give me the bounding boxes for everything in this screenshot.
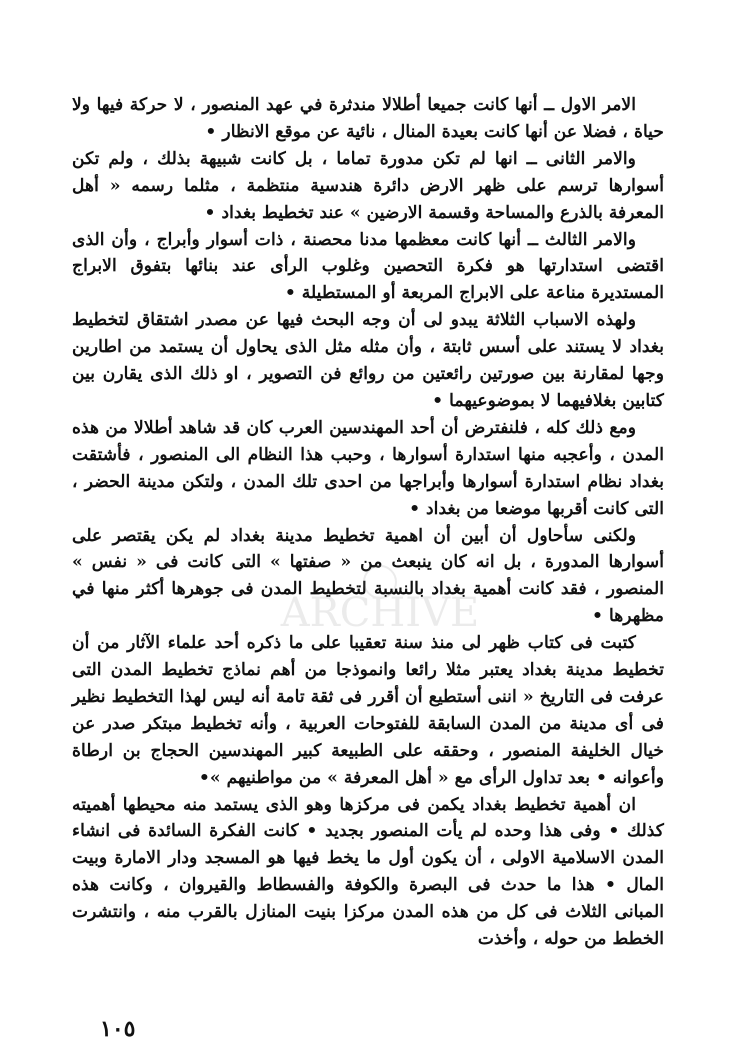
paragraph-7: كتبت فى كتاب ظهر لى منذ سنة تعقيبا على ما ذكره أحد علماء الآثار من أن تخطيط مدينة بغداد يعتبر مثلا رائعا وانموذجا من أهم نماذج تخطيط المدن التى عرفت فى التاريخ « اننى أستطيع أن أقرر فى ثقة تامة أنه ليس لهذا التخطيط نظير فى أى مدينة من المدن السابقة للفتوحات العربية ، وأنه تخطيط مبتكر صدر عن خيال الخليفة المنصور ، وحققه على الطبيعة كبير المهندسين الحجاج بن ارطاة وأعوانه • بعد تداول الرأى مع « أهل المعرفة » من مواطنيهم »• [72,633,664,788]
paragraph-8: ان أهمية تخطيط بغداد يكمن فى مركزها وهو الذى يستمد منه محيطها أهميته كذلك • وفى هذا وحده لم يأت المنصور بجديد • كانت الفكرة السائدة فى انشاء المدن الاسلامية الاولى ، أن يكون أول ما يخط فيها هو المسجد ودار الامارة وبيت المال • هذا ما حدث فى البصرة والكوفة والفسطاط والقيروان ، وكانت هذه المبانى الثلاث فى كل من هذه المدن مركزا بنيت المنازل بالقرب منه ، وانتشرت الخطط من حوله ، وأخذت [72,794,664,950]
paragraph-5: ومع ذلك كله ، فلنفترض أن أحد المهندسين العرب كان قد شاهد أطلالا من هذه المدن ، وأعجبه منها استدارة أسوارها ، وحبب هذا النظام الى المنصور ، فأشتقت بغداد نظام استدارة أسوارها وأبراجها من احدى تلك المدن ، ولتكن مدينة الحضر ، التى كانت أقربها موضعا من بغداد • [72,417,664,519]
paragraph-6: ولكنى سأحاول أن أبين أن اهمية تخطيط مدينة بغداد لم يكن يقتصر على أسوارها المدورة ، بل انه كان ينبعث من « صفتها » التى كانت فى « نفس » المنصور ، فقد كانت أهمية بغداد بالنسبة لتخطيط المدن فى جوهرها أكثر منها في مظهرها • [72,525,664,627]
paragraph-3: والامر الثالث ــ أنها كانت معظمها مدنا محصنة ، ذات أسوار وأبراج ، وأن الذى اقتضى استدارتها هو فكرة التحصين وغلوب الرأى عند بنائها بتفوق الابراج المستديرة مناعة على الابراج المربعة أو المستطيلة • [72,229,664,304]
paragraph-4: ولهذه الاسباب الثلاثة يبدو لى أن وجه البحث فيها عن مصدر اشتقاق لتخطيط بغداد لا يستند على أسس ثابتة ، وأن مثله مثل الذى يحاول أن يستمد من اطارين وجها لمقارنة بين صورتين رائعتين من روائع فن التصوير ، او ذلك الذى يقارن بين كتابين بغلافيهما لا بموضوعيهما • [72,310,664,411]
paragraph-2: والامر الثانى ــ انها لم تكن مدورة تماما ، بل كانت شبيهة بذلك ، ولم تكن أسوارها ترسم على ظهر الارض دائرة هندسية منتظمة ، مثلما رسمه « أهل المعرفة بالذرع والمساحة وقسمة الارضين » عند تخطيط بغداد • [72,148,664,223]
page-number: ١٠٥ [100,1016,136,1042]
watermark-text: ARCHIVE [280,590,480,636]
body-text [72,92,664,953]
paragraph-1: الامر الاول ــ أنها كانت جميعا أطلالا مندثرة في عهد المنصور ، لا حركة فيها ولا حياة ، فضلا عن أنها كانت بعيدة المنال ، نائية عن موقع الانظار • [72,95,664,142]
